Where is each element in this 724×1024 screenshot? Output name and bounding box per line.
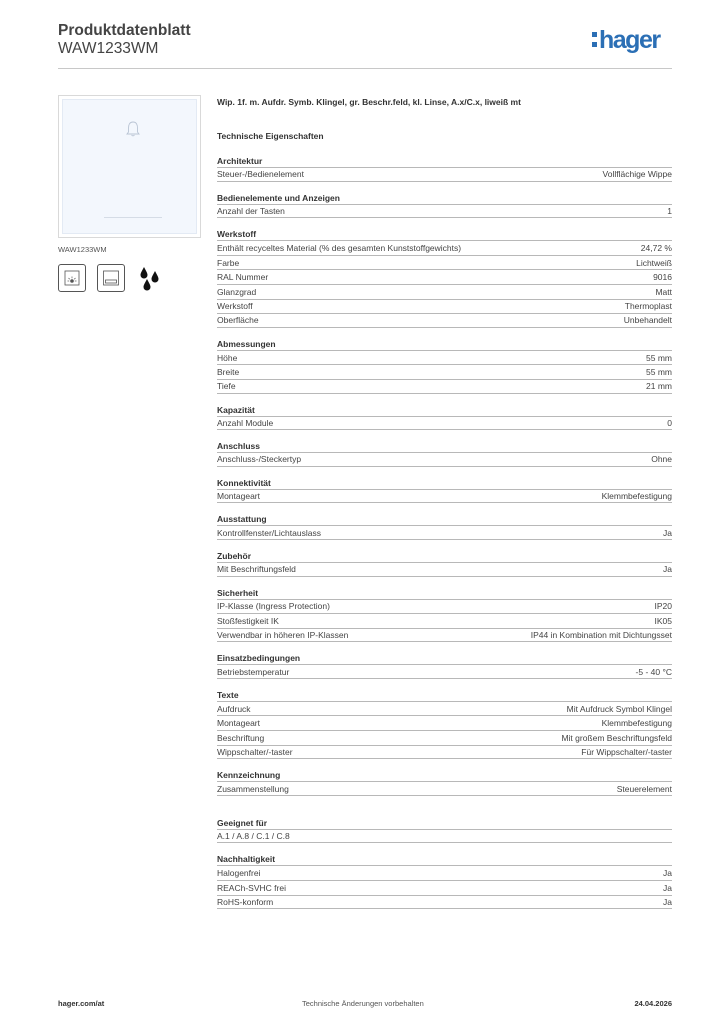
spec-row — [217, 895, 672, 910]
spec-section — [217, 818, 672, 844]
spec-value: Ja — [663, 527, 672, 538]
section-title: Texte — [217, 689, 239, 700]
section-title: Architektur — [217, 156, 263, 166]
spec-label: Mit Beschriftungsfeld — [217, 564, 296, 575]
spec-row — [217, 204, 672, 219]
spec-row — [217, 167, 672, 182]
spec-section — [217, 193, 672, 219]
image-caption: WAW1233WM — [58, 245, 107, 254]
feature-icons — [58, 264, 164, 292]
spec-row — [217, 489, 672, 504]
spec-value: Steuerelement — [616, 783, 672, 794]
document-title: Produktdatenblatt — [58, 22, 191, 39]
section-title: Zubehör — [217, 550, 251, 561]
spec-value: Matt — [655, 286, 672, 297]
spec-section — [217, 690, 672, 759]
spec-value: Ja — [663, 882, 672, 893]
spec-row — [217, 562, 672, 577]
spec-label: Werkstoff — [217, 301, 253, 312]
spec-section — [217, 514, 672, 540]
spec-label: Oberfläche — [217, 315, 259, 326]
light-diffuser-icon — [58, 264, 86, 292]
spec-row — [217, 255, 672, 270]
spec-row — [217, 865, 672, 880]
section-title: Sicherheit — [217, 587, 259, 598]
spec-label: Halogenfrei — [217, 868, 261, 879]
spec-value: IK05 — [654, 615, 672, 626]
specifications — [217, 131, 672, 920]
spec-row — [217, 664, 672, 679]
spec-section — [217, 229, 672, 328]
spec-label: Steuer-/Bedienelement — [217, 169, 304, 180]
spec-value: Unbehandelt — [623, 315, 672, 326]
spec-row — [217, 715, 672, 730]
spec-row — [217, 829, 672, 844]
spec-value: 0 — [667, 417, 672, 428]
spec-label: Aufdruck — [217, 703, 251, 714]
logo-text: hager — [599, 26, 660, 54]
section-title: Anschluss — [217, 441, 260, 452]
spec-value: Ja — [663, 896, 672, 907]
spec-value: Klemmbefestigung — [601, 491, 672, 502]
spec-value: Ohne — [651, 454, 672, 465]
spec-section — [217, 551, 672, 577]
spec-row — [217, 730, 672, 745]
spec-value: 21 mm — [646, 381, 672, 392]
spec-row — [217, 350, 672, 365]
water-drops-icon — [136, 264, 164, 292]
label-field-icon — [97, 264, 125, 292]
spec-label: RoHS-konform — [217, 896, 274, 907]
spec-section — [217, 339, 672, 394]
spec-value: Ja — [663, 868, 672, 879]
spec-label: Montageart — [217, 718, 260, 729]
section-title: Abmessungen — [217, 338, 276, 349]
spec-row — [217, 240, 672, 255]
spec-label: A.1 / A.8 / C.1 / C.8 — [217, 831, 290, 842]
logo-colon-icon — [592, 32, 597, 47]
spec-row — [217, 745, 672, 760]
section-title: Ausstattung — [217, 514, 267, 525]
spec-row — [217, 781, 672, 796]
spec-section — [217, 405, 672, 431]
spec-value: 55 mm — [646, 352, 672, 363]
section-title: Kapazität — [217, 404, 255, 415]
spec-label: RAL Nummer — [217, 272, 269, 283]
spec-label: Höhe — [217, 352, 238, 363]
spec-label: Farbe — [217, 257, 240, 268]
spec-label: Verwendbar in höheren IP-Klassen — [217, 629, 349, 640]
spec-value: IP44 in Kombination mit Dichtungsset — [530, 629, 672, 640]
section-title: Kennzeichnung — [217, 770, 281, 781]
spec-row — [217, 284, 672, 299]
spec-value: Lichtweiß — [636, 257, 672, 268]
spec-label: Anzahl der Tasten — [217, 205, 285, 216]
spec-value: Für Wippschalter/-taster — [581, 746, 672, 757]
switch-plate — [62, 99, 197, 234]
spec-row — [217, 701, 672, 716]
spec-row — [217, 452, 672, 467]
section-title: Konnektivität — [217, 477, 271, 488]
section-title: Geeignet für — [217, 817, 268, 828]
footer-website: hager.com/at — [58, 999, 105, 1008]
spec-row — [217, 628, 672, 643]
spec-value: 55 mm — [646, 367, 672, 378]
spec-value: 24,72 % — [640, 242, 672, 253]
spec-label: Anschluss-/Steckertyp — [217, 454, 302, 465]
spec-row — [217, 364, 672, 379]
spec-section — [217, 653, 672, 679]
spec-value: Thermoplast — [624, 301, 672, 312]
specs-title: Technische Eigenschaften — [217, 131, 324, 141]
spec-label: Zusammenstellung — [217, 783, 289, 794]
footer-notice: Technische Änderungen vorbehalten — [302, 999, 424, 1008]
product-description: Wip. 1f. m. Aufdr. Symb. Klingel, gr. Beschr.feld, kl. Linse, A.x/C.x, liweiß mt — [217, 97, 521, 107]
spec-row — [217, 416, 672, 431]
spec-section — [217, 588, 672, 643]
spec-label: REACh-SVHC frei — [217, 882, 286, 893]
spec-row — [217, 269, 672, 284]
bell-icon — [124, 120, 142, 138]
spec-section — [217, 770, 672, 796]
spec-label: Kontrollfenster/Lichtauslass — [217, 527, 321, 538]
spec-value: Ja — [663, 564, 672, 575]
spec-row — [217, 379, 672, 394]
spec-value: Vollflächige Wippe — [602, 169, 672, 180]
spec-value: Klemmbefestigung — [601, 718, 672, 729]
spec-label: Anzahl Module — [217, 417, 274, 428]
section-title: Bedienelemente und Anzeigen — [217, 192, 340, 203]
spec-sections — [217, 156, 672, 909]
footer-date: 24.04.2026 — [634, 999, 672, 1008]
header-divider — [58, 68, 672, 69]
label-field-line — [104, 217, 162, 218]
spec-label: IP-Klasse (Ingress Protection) — [217, 601, 330, 612]
spec-section — [217, 156, 672, 182]
spec-label: Enthält recyceltes Material (% des gesamten Kunststoffgewichts) — [217, 242, 462, 253]
spec-label: Stoßfestigkeit IK — [217, 615, 279, 626]
spec-value: IP20 — [654, 601, 672, 612]
spec-label: Montageart — [217, 491, 260, 502]
spec-value: -5 - 40 °C — [635, 666, 672, 677]
section-title: Werkstoff — [217, 229, 257, 240]
spec-row — [217, 613, 672, 628]
spec-row — [217, 599, 672, 614]
spec-row — [217, 880, 672, 895]
product-code: WAW1233WM — [58, 40, 159, 57]
spec-row — [217, 299, 672, 314]
section-title: Einsatzbedingungen — [217, 653, 301, 664]
spec-value: Mit Aufdruck Symbol Klingel — [566, 703, 672, 714]
spec-row — [217, 313, 672, 328]
section-title: Nachhaltigkeit — [217, 854, 276, 865]
spec-value: 1 — [667, 205, 672, 216]
spec-section — [217, 441, 672, 467]
spec-value: Mit großem Beschriftungsfeld — [561, 732, 672, 743]
spec-label: Breite — [217, 367, 240, 378]
spec-section — [217, 854, 672, 909]
spec-section — [217, 478, 672, 504]
spec-value: 9016 — [653, 272, 672, 283]
spec-row — [217, 525, 672, 540]
spec-label: Glanzgrad — [217, 286, 257, 297]
spec-label: Betriebstemperatur — [217, 666, 290, 677]
spec-label: Wippschalter/-taster — [217, 746, 293, 757]
spec-label: Tiefe — [217, 381, 236, 392]
hager-logo — [592, 28, 660, 53]
spec-label: Beschriftung — [217, 732, 265, 743]
product-image — [58, 95, 201, 238]
